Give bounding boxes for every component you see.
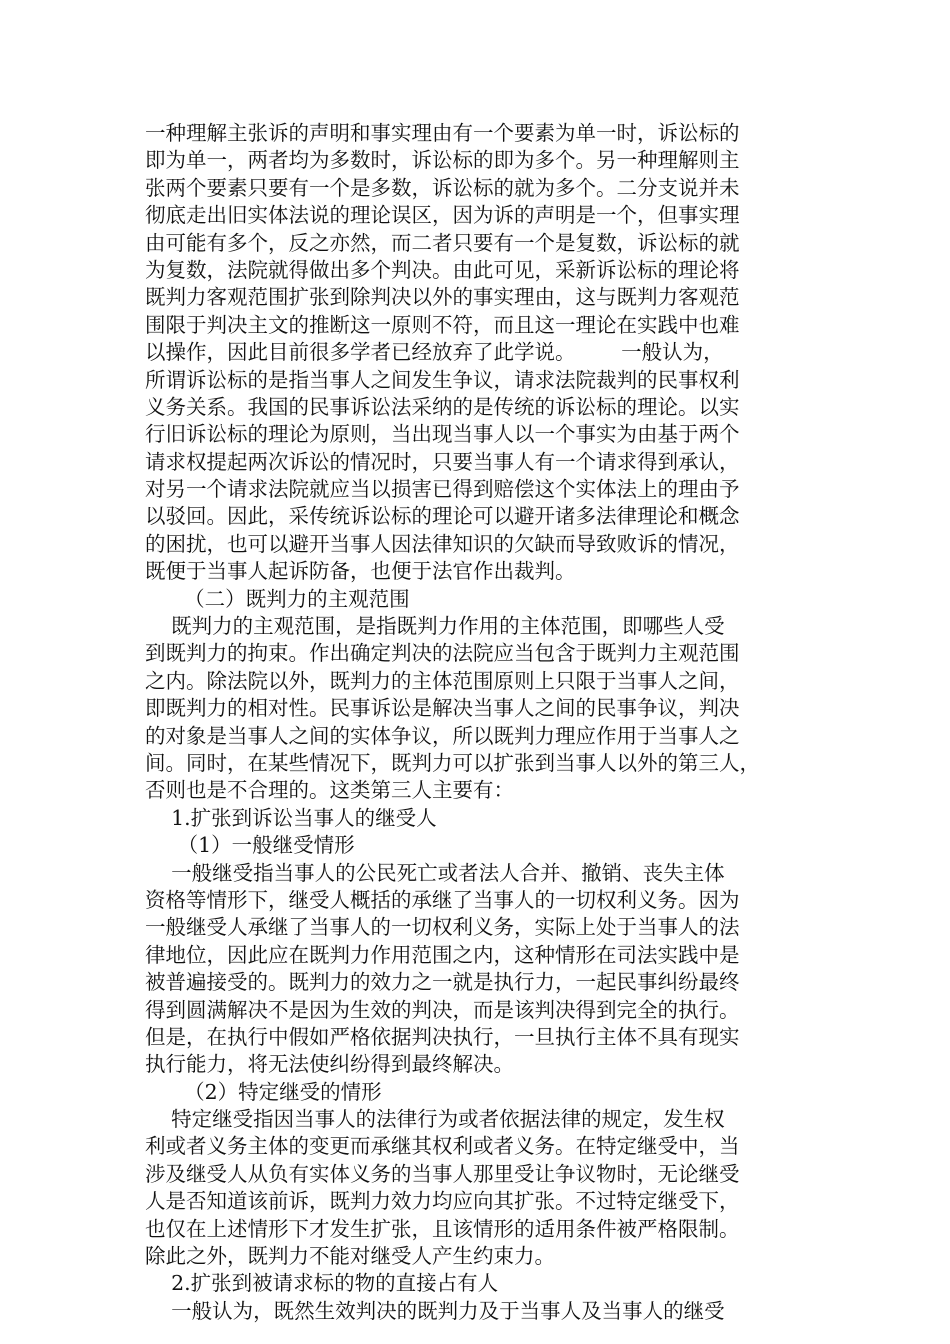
text-line: 对另一个请求法院就应当以损害已得到赔偿这个实体法上的理由予 [145, 477, 740, 502]
text-line: 除此之外，既判力不能对继受人产生约束力。 [145, 1244, 555, 1269]
text-line: 围限于判决主文的推断这一原则不符，而且这一理论在实践中也难 [145, 312, 740, 337]
text-line: 由可能有多个，反之亦然，而二者只要有一个是复数，诉讼标的就 [145, 230, 740, 255]
text-line: 既判力客观范围扩张到除判决以外的事实理由，这与既判力客观范 [145, 285, 740, 310]
text-line: 即为单一，两者均为多数时，诉讼标的即为多个。另一种理解则主 [145, 148, 740, 173]
text-line: 之内。除法院以外，既判力的主体范围原则上只限于当事人之间， [145, 668, 740, 693]
text-line: 也仅在上述情形下才发生扩张，且该情形的适用条件被严格限制。 [145, 1216, 740, 1241]
text-line: 的困扰，也可以避开当事人因法律知识的欠缺而导致败诉的情况， [145, 531, 740, 556]
text-line: 否则也是不合理的。这类第三人主要有： [145, 778, 514, 803]
subsection-heading: （1）一般继受情形 [145, 833, 355, 858]
text-line: 彻底走出旧实体法说的理论误区，因为诉的声明是一个，但事实理 [145, 203, 740, 228]
text-line: 请求权提起两次诉讼的情况时，只要当事人有一个请求得到承认， [145, 449, 740, 474]
subsection-heading: （2）特定继受的情形 [145, 1079, 382, 1104]
text-line: 行旧诉讼标的理论为原则，当出现当事人以一个事实为由基于两个 [145, 422, 740, 447]
subsection-heading: 2.扩张到被请求标的物的直接占有人 [145, 1271, 499, 1296]
text-line: 但是，在执行中假如严格依据判决执行，一旦执行主体不具有现实 [145, 1024, 740, 1049]
text-line: 涉及继受人从负有实体义务的当事人那里受让争议物时，无论继受 [145, 1161, 740, 1186]
text-line: 利或者义务主体的变更而承继其权利或者义务。在特定继受中，当 [145, 1134, 740, 1159]
text-line: 特定继受指因当事人的法律行为或者依据法律的规定，发生权 [145, 1107, 725, 1132]
text-line: 人是否知道该前诉，既判力效力均应向其扩张。不过特定继受下， [145, 1189, 740, 1214]
text-line: 一般继受人承继了当事人的一切权利义务，实际上处于当事人的法 [145, 915, 740, 940]
text-line: 律地位，因此应在既判力作用范围之内，这种情形在司法实践中是 [145, 942, 740, 967]
text-line: 一般认为，既然生效判决的既判力及于当事人及当事人的继受 [145, 1298, 725, 1323]
text-line: 为复数，法院就得做出多个判决。由此可见，采新诉讼标的理论将 [145, 257, 740, 282]
text-line: 即既判力的相对性。民事诉讼是解决当事人之间的民事争议，判决 [145, 696, 740, 721]
subsection-heading: 1.扩张到诉讼当事人的继受人 [145, 805, 437, 830]
text-line: 一种理解主张诉的声明和事实理由有一个要素为单一时，诉讼标的 [145, 121, 740, 145]
text-line: 既判力的主观范围，是指既判力作用的主体范围，即哪些人受 [145, 614, 725, 639]
text-line: 得到圆满解决不是因为生效的判决，而是该判决得到完全的执行。 [145, 997, 740, 1022]
text-line: 张两个要素只要有一个是多数，诉讼标的就为多个。二分支说并未 [145, 175, 740, 200]
text-line: 既便于当事人起诉防备，也便于法官作出裁判。 [145, 559, 576, 584]
text-line: 一般继受指当事人的公民死亡或者法人合并、撤销、丧失主体 [145, 860, 725, 885]
text-line: 到既判力的拘束。作出确定判决的法院应当包含于既判力主观范围 [145, 641, 740, 666]
text-line: 所谓诉讼标的是指当事人之间发生争议，请求法院裁判的民事权利 [145, 367, 740, 392]
body-text [145, 120, 805, 1325]
section-heading: （二）既判力的主观范围 [145, 586, 410, 611]
text-line: 资格等情形下，继受人概括的承继了当事人的一切权利义务。因为 [145, 887, 740, 912]
text-line: 间。同时，在某些情况下，既判力可以扩张到当事人以外的第三人， [145, 750, 760, 775]
text-line: 以操作，因此目前很多学者已经放弃了此学说。 一般认为， [145, 340, 724, 365]
text-line: 执行能力，将无法使纠纷得到最终解决。 [145, 1052, 514, 1077]
text-line: 以驳回。因此，采传统诉讼标的理论可以避开诸多法律理论和概念 [145, 504, 740, 529]
text-line: 的对象是当事人之间的实体争议，所以既判力理应作用于当事人之 [145, 723, 740, 748]
text-line: 被普遍接受的。既判力的效力之一就是执行力，一起民事纠纷最终 [145, 970, 740, 995]
text-line: 义务关系。我国的民事诉讼法采纳的是传统的诉讼标的理论。以实 [145, 394, 740, 419]
